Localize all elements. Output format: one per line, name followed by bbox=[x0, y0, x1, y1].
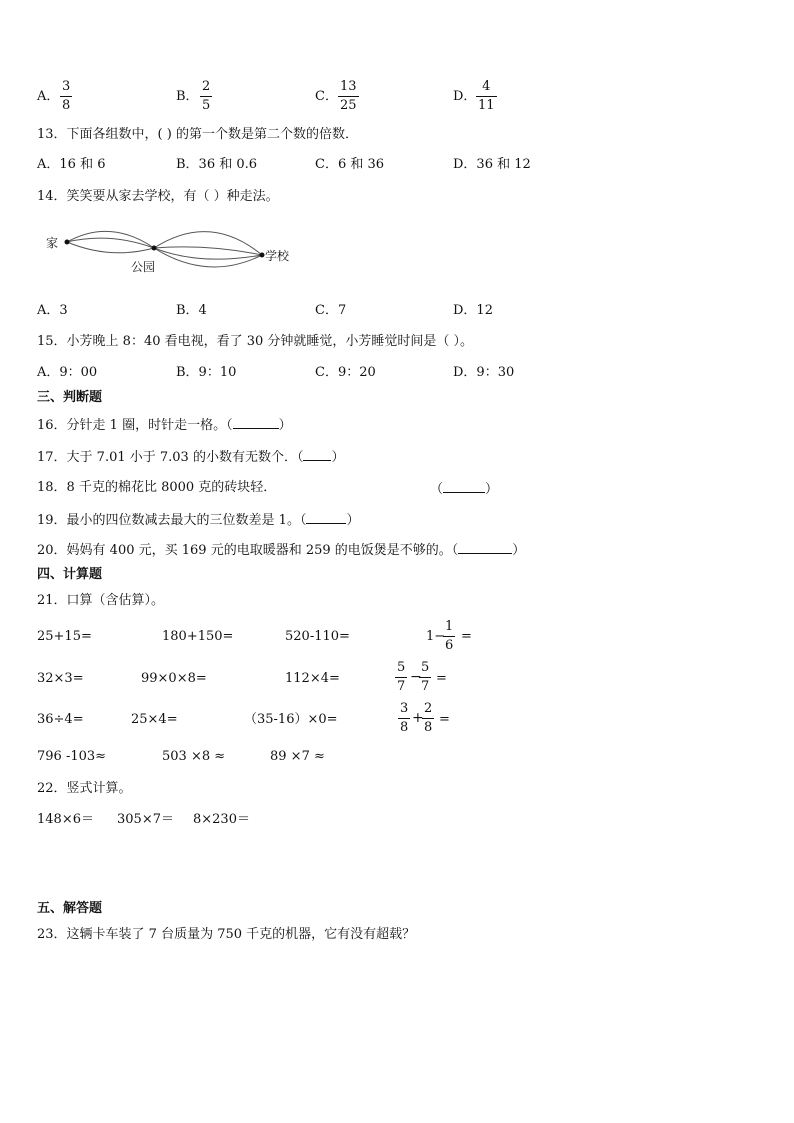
q14-option-a: A．3 bbox=[37, 303, 68, 318]
diagram-label-park: 公园 bbox=[131, 260, 156, 274]
q12-option-b-letter: B． bbox=[176, 89, 199, 104]
route-park-school-4 bbox=[154, 248, 262, 259]
q15-option-c: C．9：20 bbox=[315, 365, 376, 380]
q20-judge: 20．妈妈有 400 元，买 169 元的电取暖器和 259 的电饭煲是不够的。（ ） bbox=[37, 543, 526, 558]
section-4-title: 四、计算题 bbox=[37, 567, 103, 582]
diagram-label-school: 学校 bbox=[265, 249, 290, 263]
q13-option-d: D．36 和 12 bbox=[453, 157, 531, 172]
q19-answer-blank[interactable] bbox=[306, 511, 346, 524]
q12-option-d-letter: D． bbox=[453, 89, 477, 104]
q21-r4c2: 503 ×8 ≈ bbox=[162, 749, 226, 764]
q14-option-d: D．12 bbox=[453, 303, 493, 318]
q21-r4c1: 796 -103≈ bbox=[37, 749, 107, 764]
q21-f2-operator: − bbox=[410, 669, 422, 685]
q21-f3-fraction-2: 2 8 bbox=[424, 701, 433, 735]
q12-option-b-fraction: 2 5 bbox=[202, 79, 211, 113]
q12-option-a-fraction: 3 8 bbox=[62, 79, 71, 113]
q21-f3-fraction-1: 3 8 bbox=[400, 701, 409, 735]
q14-option-c: C．7 bbox=[315, 303, 347, 318]
q15-option-a: A．9：00 bbox=[37, 365, 98, 380]
q21-r1c2: 180+150= bbox=[162, 629, 234, 644]
q12-option-c-fraction: 13 25 bbox=[340, 79, 357, 113]
q18-answer: （ ） bbox=[430, 482, 499, 497]
q21-r3c3: （35-16）×0= bbox=[244, 712, 338, 727]
q16-answer-blank[interactable] bbox=[233, 416, 279, 429]
q15-option-b: B．9：10 bbox=[176, 365, 237, 380]
q13-option-a: A．16 和 6 bbox=[37, 157, 106, 172]
q21-stem: 21．口算（含估算）。 bbox=[37, 593, 165, 608]
q13-option-b: B．36 和 0.6 bbox=[176, 157, 258, 172]
q12-option-c-letter: C． bbox=[315, 89, 338, 104]
q14-option-b: B．4 bbox=[176, 303, 207, 318]
q21-r3c1: 36÷4= bbox=[37, 712, 84, 727]
q23-stem: 23．这辆卡车装了 7 台质量为 750 千克的机器，它有没有超载？ bbox=[37, 927, 416, 942]
q21-f2-fraction-1: 5 7 bbox=[397, 660, 406, 694]
q13-stem: 13．下面各组数中，( ) 的第一个数是第二个数的倍数． bbox=[37, 127, 358, 142]
q22-item-3: 8×230＝ bbox=[193, 812, 250, 827]
q21-r2c1: 32×3= bbox=[37, 671, 84, 686]
q19-judge: 19．最小的四位数减去最大的三位数差是 1。（ ） bbox=[37, 513, 360, 528]
q21-r3c2: 25×4= bbox=[131, 712, 178, 727]
q21-r2c3: 112×4= bbox=[285, 671, 340, 686]
q12-option-d-fraction: 4 11 bbox=[478, 79, 495, 113]
q21-f3-tail: = bbox=[439, 712, 450, 727]
q21-f2-tail: = bbox=[436, 671, 447, 686]
q18-judge: 18．8 千克的棉花比 8000 克的砖块轻． bbox=[37, 480, 277, 495]
q17-judge: 17．大于 7.01 小于 7.03 的小数有无数个．（ ） bbox=[37, 450, 345, 465]
q13-option-c: C．6 和 36 bbox=[315, 157, 385, 172]
q21-r2c2: 99×0×8= bbox=[141, 671, 207, 686]
q21-f1-fraction: 1 6 bbox=[445, 619, 454, 653]
home-dot bbox=[65, 240, 70, 245]
q15-option-d: D．9：30 bbox=[453, 365, 515, 380]
q21-f1-tail: = bbox=[461, 629, 472, 644]
q16-judge: 16．分针走 1 圈，时针走一格。（ ） bbox=[37, 418, 292, 433]
school-dot bbox=[260, 253, 265, 258]
diagram-label-home: 家 bbox=[46, 236, 59, 250]
q20-answer-blank[interactable] bbox=[458, 541, 512, 554]
q22-stem: 22．竖式计算。 bbox=[37, 781, 132, 796]
route-park-school-1 bbox=[154, 232, 262, 255]
q12-option-a-letter: A． bbox=[37, 89, 60, 104]
section-3-title: 三、判断题 bbox=[37, 390, 103, 405]
q21-f2-fraction-2: 5 7 bbox=[421, 660, 430, 694]
q21-r1c3: 520-110= bbox=[285, 629, 350, 644]
q17-answer-blank[interactable] bbox=[303, 448, 331, 461]
q15-stem: 15．小芳晚上 8：40 看电视，看了 30 分钟就睡觉，小芳睡觉时间是（ ）。 bbox=[37, 334, 474, 349]
q14-stem: 14．笑笑要从家去学校，有（ ）种走法。 bbox=[37, 189, 279, 204]
q18-answer-blank[interactable] bbox=[443, 480, 485, 493]
q22-item-2: 305×7＝ bbox=[117, 812, 174, 827]
q21-f3-operator: + bbox=[412, 710, 424, 726]
q21-r1c1: 25+15= bbox=[37, 629, 92, 644]
q22-item-1: 148×6＝ bbox=[37, 812, 94, 827]
section-5-title: 五、解答题 bbox=[37, 901, 103, 916]
q21-r4c3: 89 ×7 ≈ bbox=[270, 749, 325, 764]
q21-f1-lead: 1− bbox=[426, 629, 446, 644]
park-dot bbox=[152, 246, 157, 251]
